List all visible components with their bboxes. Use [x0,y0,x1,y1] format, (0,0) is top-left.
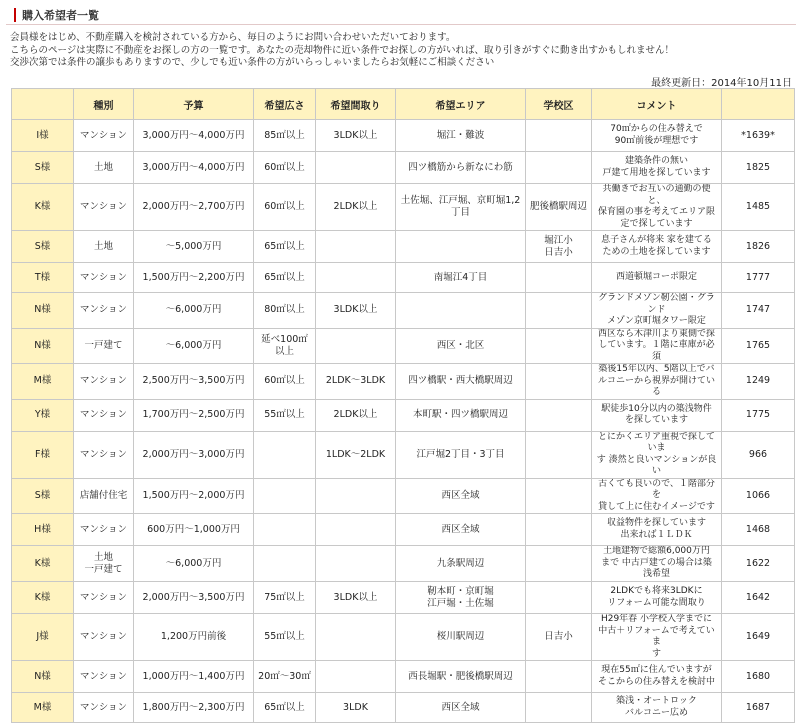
school-district-cell [526,546,592,582]
buyer-name-cell: S様 [12,152,74,184]
column-header: 予算 [134,89,254,120]
section-title-bar [6,2,796,25]
intro-text [10,32,790,70]
property-type-cell: 土地 一戸建て [74,546,134,582]
budget-cell: 2,000万円～2,700万円 [134,184,254,231]
desired-size-cell: 延べ100㎡ 以上 [254,328,316,364]
school-district-cell [526,582,592,614]
table-row [12,514,795,546]
budget-cell: 600万円～1,000万円 [134,514,254,546]
desired-area-cell: 南堀江4丁目 [396,263,526,293]
column-header: 種別 [74,89,134,120]
desired-size-cell: 60㎡以上 [254,184,316,231]
buyer-name-cell: S様 [12,231,74,263]
desired-size-cell: 75㎡以上 [254,582,316,614]
property-type-cell: 一戸建て [74,328,134,364]
id-number-cell: 1642 [722,582,795,614]
table-row [12,614,795,661]
table-row [12,582,795,614]
property-type-cell: 土地 [74,231,134,263]
budget-cell: 2,000万円～3,500万円 [134,582,254,614]
desired-area-cell: 江戸堀2丁目・3丁目 [396,431,526,478]
property-type-cell: マンション [74,582,134,614]
intro-line: こちらのページは実際に不動産をお探しの方の一覧です。あなたの売却物件に近い条件でお探しの方がいれば、取り引きがすぐに動き出すかもしれません！ [10,44,675,56]
comment-cell: 築後15年以内、5階以上でバ ルコニーから視界が開けている [592,364,722,400]
desired-area-cell: 四ツ橋駅・西大橋駅周辺 [396,364,526,400]
school-district-cell [526,152,592,184]
comment-cell: 息子さんが将来 家を建てる ための土地を探しています [592,231,722,263]
property-type-cell: 店舗付住宅 [74,478,134,514]
id-number-cell: 1622 [722,546,795,582]
desired-layout-cell [316,546,396,582]
school-district-cell: 肥後橋駅周辺 [526,184,592,231]
desired-area-cell: 九条駅周辺 [396,546,526,582]
desired-size-cell: 85㎡以上 [254,120,316,152]
column-header: 希望広さ [254,89,316,120]
desired-area-cell: 靭本町・京町堀 江戸堀・土佐堀 [396,582,526,614]
property-type-cell: マンション [74,661,134,693]
property-type-cell: マンション [74,693,134,723]
comment-cell: グランドメゾン靭公園・グランド メゾン京町堀タワー限定 [592,293,722,329]
desired-size-cell: 65㎡以上 [254,231,316,263]
desired-size-cell: 20㎡～30㎡ [254,661,316,693]
buyer-name-cell: K様 [12,582,74,614]
column-header: コメント [592,89,722,120]
school-district-cell [526,364,592,400]
desired-size-cell: 55㎡以上 [254,399,316,431]
desired-area-cell: 西長堀駅・肥後橋駅周辺 [396,661,526,693]
desired-area-cell: 四ツ橋筋から新なにわ筋 [396,152,526,184]
desired-area-cell: 堀江・難波 [396,120,526,152]
desired-layout-cell [316,478,396,514]
buyer-name-cell: J様 [12,614,74,661]
budget-cell: ～5,000万円 [134,231,254,263]
column-header: 学校区 [526,89,592,120]
property-type-cell: マンション [74,120,134,152]
desired-layout-cell [316,328,396,364]
column-header [12,89,74,120]
table-row [12,546,795,582]
budget-cell: 1,500万円～2,000万円 [134,478,254,514]
id-number-cell: 1775 [722,399,795,431]
id-number-cell: 1249 [722,364,795,400]
desired-size-cell: 80㎡以上 [254,293,316,329]
buyer-name-cell: T様 [12,263,74,293]
buyer-name-cell: I様 [12,120,74,152]
buyer-name-cell: N様 [12,293,74,329]
desired-size-cell [254,546,316,582]
table-row [12,184,795,231]
desired-layout-cell: 3LDK以上 [316,293,396,329]
id-number-cell: 1747 [722,293,795,329]
property-type-cell: マンション [74,614,134,661]
desired-layout-cell: 1LDK～2LDK [316,431,396,478]
budget-cell: 1,200万円前後 [134,614,254,661]
id-number-cell: 1825 [722,152,795,184]
page-title: 購入希望者一覧 [22,9,99,22]
property-type-cell: マンション [74,431,134,478]
budget-cell: 1,800万円～2,300万円 [134,693,254,723]
desired-layout-cell [316,152,396,184]
desired-area-cell: 西区全域 [396,478,526,514]
column-header [722,89,795,120]
desired-area-cell: 西区・北区 [396,328,526,364]
budget-cell: 2,500万円～3,500万円 [134,364,254,400]
desired-layout-cell [316,514,396,546]
comment-cell: 70㎡からの住み替えで 90㎡前後が理想です [592,120,722,152]
comment-cell: 2LDKでも将来3LDKに リフォーム可能な間取り [592,582,722,614]
comment-cell: 築浅・オートロック バルコニー広め [592,693,722,723]
school-district-cell: 日吉小 [526,614,592,661]
table-row [12,293,795,329]
comment-cell: 西道頓堀コーポ限定 [592,263,722,293]
buyer-name-cell: K様 [12,184,74,231]
property-type-cell: マンション [74,263,134,293]
buyer-name-cell: N様 [12,328,74,364]
buyer-name-cell: H様 [12,514,74,546]
table-row [12,263,795,293]
desired-layout-cell: 3LDK [316,693,396,723]
budget-cell: 3,000万円～4,000万円 [134,120,254,152]
desired-size-cell: 60㎡以上 [254,152,316,184]
table-row [12,120,795,152]
table-row [12,364,795,400]
comment-cell: 土地建物で総額6,000万円 まで 中古戸建ての場合は築 浅希望 [592,546,722,582]
budget-cell: 1,500万円～2,200万円 [134,263,254,293]
desired-layout-cell: 2LDK～3LDK [316,364,396,400]
id-number-cell: 1765 [722,328,795,364]
comment-cell: 共働きでお互いの通勤の便と、 保育園の事を考えてエリア限 定で探しています [592,184,722,231]
school-district-cell [526,478,592,514]
id-number-cell: 1066 [722,478,795,514]
comment-cell: 西区なら木津川より東側で探 しています。１階に車庫が必須 [592,328,722,364]
table-row [12,431,795,478]
desired-layout-cell [316,231,396,263]
column-header: 希望間取り [316,89,396,120]
id-number-cell: 1680 [722,661,795,693]
table-row [12,231,795,263]
desired-size-cell: 65㎡以上 [254,693,316,723]
comment-cell: 古くても良いので、１階部分を 貸して上に住むイメージです [592,478,722,514]
school-district-cell [526,328,592,364]
budget-cell: 3,000万円～4,000万円 [134,152,254,184]
desired-layout-cell [316,661,396,693]
buyer-name-cell: N様 [12,661,74,693]
desired-layout-cell: 3LDK以上 [316,120,396,152]
budget-cell: ～6,000万円 [134,546,254,582]
school-district-cell [526,263,592,293]
school-district-cell [526,293,592,329]
intro-line: 交渉次第では条件の譲歩もありますので、少しでも近い条件の方がいらっしゃいましたらお気軽にご相談ください [10,57,495,68]
school-district-cell [526,693,592,723]
desired-layout-cell: 2LDK以上 [316,399,396,431]
table-header-row [12,89,795,120]
budget-cell: 1,000万円～1,400万円 [134,661,254,693]
comment-cell: 収益物件を探しています 出来れば１ＬＤＫ [592,514,722,546]
buyer-name-cell: S様 [12,478,74,514]
comment-cell: 建築条件の無い 戸建て用地を探しています [592,152,722,184]
school-district-cell [526,514,592,546]
table-row [12,478,795,514]
id-number-cell: 1687 [722,693,795,723]
budget-cell: 1,700万円～2,500万円 [134,399,254,431]
comment-cell: H29年春 小学校入学までに 中古＋リフォームで考えていま す [592,614,722,661]
comment-cell: とにかくエリア重視で探していま す 湊然と良いマンションが良い [592,431,722,478]
buyer-name-cell: K様 [12,546,74,582]
desired-area-cell [396,293,526,329]
desired-size-cell: 65㎡以上 [254,263,316,293]
budget-cell: ～6,000万円 [134,328,254,364]
comment-cell: 駅徒歩10分以内の築浅物件 を探しています [592,399,722,431]
id-number-cell: 1649 [722,614,795,661]
desired-size-cell [254,514,316,546]
intro-line: 会員様をはじめ、不動産購入を検討されている方から、毎日のようにお問い合わせいただいております。 [10,32,456,43]
property-type-cell: 土地 [74,152,134,184]
desired-area-cell: 本町駅・四ツ橋駅周辺 [396,399,526,431]
desired-area-cell: 西区全域 [396,693,526,723]
table-row [12,693,795,723]
table-row [12,661,795,693]
table-row [12,328,795,364]
school-district-cell [526,661,592,693]
school-district-cell [526,431,592,478]
desired-size-cell: 60㎡以上 [254,364,316,400]
property-type-cell: マンション [74,364,134,400]
id-number-cell: 1777 [722,263,795,293]
buyer-name-cell: F様 [12,431,74,478]
id-number-cell: 1468 [722,514,795,546]
table-row [12,152,795,184]
desired-layout-cell: 2LDK以上 [316,184,396,231]
desired-layout-cell [316,263,396,293]
property-type-cell: マンション [74,293,134,329]
budget-cell: ～6,000万円 [134,293,254,329]
desired-size-cell: 55㎡以上 [254,614,316,661]
last-updated: 最終更新日：2014年10月11日 [651,78,792,89]
table-row [12,399,795,431]
desired-area-cell [396,231,526,263]
desired-size-cell [254,478,316,514]
id-number-cell: *1639* [722,120,795,152]
desired-layout-cell [316,614,396,661]
buyer-name-cell: M様 [12,364,74,400]
desired-layout-cell: 3LDK以上 [316,582,396,614]
school-district-cell: 堀江小 日吉小 [526,231,592,263]
id-number-cell: 1826 [722,231,795,263]
table-body [12,120,795,723]
budget-cell: 2,000万円～3,000万円 [134,431,254,478]
school-district-cell [526,399,592,431]
title-accent-mark [14,8,16,22]
id-number-cell: 1485 [722,184,795,231]
column-header: 希望エリア [396,89,526,120]
buyer-name-cell: Y様 [12,399,74,431]
desired-size-cell [254,431,316,478]
property-type-cell: マンション [74,184,134,231]
desired-area-cell: 土佐堀、江戸堀、京町堀1,2 丁目 [396,184,526,231]
desired-area-cell: 桜川駅周辺 [396,614,526,661]
comment-cell: 現在55㎡に住んでいますが そこからの住み替えを検討中 [592,661,722,693]
id-number-cell: 966 [722,431,795,478]
property-type-cell: マンション [74,399,134,431]
property-type-cell: マンション [74,514,134,546]
desired-area-cell: 西区全域 [396,514,526,546]
buyer-name-cell: M様 [12,693,74,723]
school-district-cell [526,120,592,152]
buyer-list-table [11,88,795,723]
